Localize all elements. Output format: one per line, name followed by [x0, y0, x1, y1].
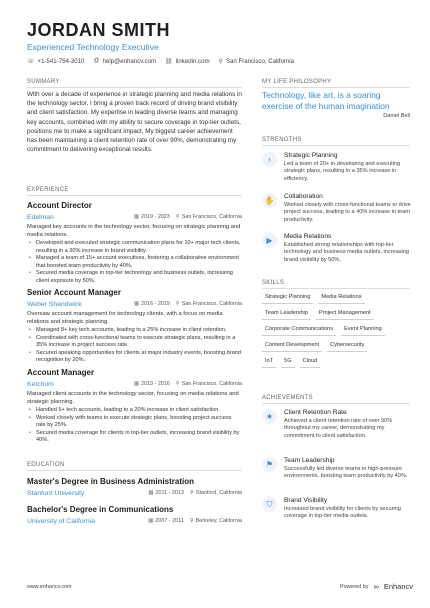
skill-tag: Event Planning: [341, 324, 385, 336]
ribbon-icon: ♁: [262, 152, 277, 167]
skill-tag: Content Development: [262, 340, 322, 352]
contact-linkedin[interactable]: [165, 58, 210, 65]
candidate-name: JORDAN SMITH: [27, 20, 171, 40]
school-name: University of California: [27, 517, 95, 525]
achievement-title: Client Retention Rate: [284, 409, 347, 416]
job-bullet: • Managed a team of 15+ account executives, fostering a collaborative environment that boosted team productivity by 40%.: [27, 255, 242, 270]
job-bullet: • Managed 8+ key tech accounts, leading to a 25% increase in client retention.: [27, 327, 242, 335]
job-title: Account Director: [27, 201, 92, 210]
job-description: Managed client accounts in the technology sector, focusing on media relations and strategic planning.: [27, 391, 239, 405]
footer-brand[interactable]: [340, 582, 413, 591]
shield-icon: ⛉: [262, 497, 277, 512]
at-icon: @: [93, 58, 100, 64]
calendar-icon: ▦: [133, 301, 140, 307]
job-entry: [27, 288, 242, 365]
footer-website[interactable]: www.enhancv.com: [27, 584, 72, 590]
job-description: Managed key accounts in the technology sector, focusing on strategic planning and media relations.: [27, 224, 241, 238]
skill-tag: Corporate Communications: [262, 324, 336, 336]
strength-desc: Led a team of 20+ in developing and executing strategic plans, resulting in a 35% increase in efficiency.: [284, 161, 401, 182]
experience-divider: [27, 195, 242, 196]
education-divider: [27, 470, 242, 471]
edu-dates: 2007 - 2011: [155, 518, 184, 524]
skill-tag: Media Relations: [318, 292, 364, 304]
job-entry: [27, 368, 242, 445]
achievements-heading: ACHIEVEMENTS: [262, 395, 313, 401]
brand-name[interactable]: Enhancv: [383, 582, 414, 591]
link-icon: ⛓: [165, 58, 173, 65]
education-entry: [27, 477, 242, 498]
contact-email[interactable]: [93, 58, 156, 65]
strength-title: Collaboration: [284, 193, 323, 200]
candidate-role: Experienced Technology Executive: [27, 42, 159, 52]
job-title: Account Manager: [27, 368, 95, 377]
job-description: Oversaw account management for technology clients, with a focus on media relations and strategic planning.: [27, 311, 223, 325]
job-location: San Francisco, California: [181, 381, 242, 387]
skills-divider: [262, 288, 410, 289]
calendar-icon: ▦: [148, 490, 154, 496]
strength-title: Strategic Planning: [284, 152, 338, 159]
degree-title: Master's Degree in Business Administration: [27, 477, 194, 486]
philosophy-quote: Technology, like art, is a soaring exercise of the human imagination: [262, 90, 390, 111]
skill-tag: IoT: [262, 356, 276, 368]
handshake-icon: ✋: [262, 193, 277, 208]
skill-tag: Cybersecurity: [327, 340, 367, 352]
achievement-desc: Achieved a client retention rate of over 90% throughout my career, demonstrating my commitment to client satisfaction.: [284, 418, 393, 439]
philosophy-divider: [262, 87, 410, 88]
job-bullet: • Secured media coverage in top-tier technology and business outlets, increasing client exposure by 50%.: [27, 270, 242, 285]
email-text[interactable]: help@enhancv.com: [102, 57, 157, 65]
job-bullet: • Secured media coverage for clients in top-tier outlets, increasing brand visibility by 40%.: [27, 430, 242, 445]
location-pin-icon: ⚲: [189, 518, 194, 524]
phone-icon: ☏: [27, 58, 35, 65]
job-bullets: [27, 407, 242, 445]
contact-location: [219, 58, 294, 65]
strength-desc: Established strong relationships with top-tier technology and business media outlets, increasing brand visibility by 50%.: [284, 242, 410, 263]
job-dates: 2013 - 2016: [141, 381, 170, 387]
job-bullet: • Developed and executed strategic communication plans for 10+ major tech clients, resulting in a 30% increase in brand visibility.: [27, 240, 242, 255]
job-bullets: [27, 240, 242, 285]
achievement-title: Brand Visibility: [284, 497, 328, 504]
education-heading: EDUCATION: [27, 462, 65, 468]
location-pin-icon: ⚲: [175, 301, 180, 307]
job-dates: 2016 - 2019: [141, 301, 170, 307]
achievements-divider: [262, 403, 410, 404]
achievement-desc: Increased brand visibility for clients by securing coverage in top-tier media outlets.: [284, 506, 401, 520]
powered-by-label: Powered by: [340, 583, 369, 590]
education-entry: [27, 505, 242, 526]
location-pin-icon: ⚲: [218, 58, 223, 65]
job-bullets: [27, 327, 242, 365]
achievement-title: Team Leadership: [284, 457, 335, 464]
company-name: Ketchum: [27, 380, 54, 388]
skill-tag: Strategic Planning: [262, 292, 313, 304]
job-dates: 2019 - 2023: [141, 214, 170, 220]
summary-text: With over a decade of experience in strategic planning and media relations in the technology sector, I bring a proven track record of driving brand visibility and client satisfaction. My expertise in leading diverse teams and managing key accounts, combined with my ability to secure coverage in top-tier outlets, positions me to make a significant impact. My biggest career achievement has been maintaining a client retention rate of over 90%, demonstrating my commitment to delivering exceptional results.: [27, 91, 242, 154]
skills-list: [262, 292, 412, 372]
calendar-icon: ▦: [133, 214, 140, 220]
flag-icon: ⚑: [262, 457, 277, 472]
contact-bar: [27, 56, 294, 66]
location-pin-icon: ⚲: [175, 214, 180, 220]
job-location: San Francisco, California: [181, 301, 242, 307]
job-location: San Francisco, California: [181, 214, 242, 220]
skill-tag: 5G: [281, 356, 294, 368]
job-bullet: • Secured speaking opportunities for clients at major industry events, boosting brand recognition by 20%.: [27, 350, 242, 365]
location-text: San Francisco, California: [225, 57, 295, 65]
skill-tag: Team Leadership: [262, 308, 311, 320]
calendar-icon: ▦: [148, 518, 154, 524]
job-title: Senior Account Manager: [27, 288, 121, 297]
job-bullet: • Coordinated with cross-functional teams to execute strategic plans, resulting in a 35% increase in project success rate.: [27, 335, 242, 350]
skills-heading: SKILLS: [262, 280, 285, 286]
job-bullet: • Handled 5+ tech accounts, leading to a 20% increase in client satisfaction.: [27, 407, 242, 415]
media-icon: ▶: [262, 233, 277, 248]
star-icon: ★: [262, 409, 277, 424]
edu-location: Berkeley, California: [195, 518, 242, 524]
philosophy-heading: MY LIFE PHILOSOPHY: [262, 79, 332, 85]
calendar-icon: ▦: [133, 381, 140, 387]
edu-location: Stanford, California: [195, 490, 242, 496]
linkedin-text[interactable]: linkedin.com: [175, 57, 210, 65]
company-name: Edelman: [27, 213, 54, 221]
experience-heading: EXPERIENCE: [27, 187, 69, 193]
summary-divider: [27, 87, 242, 88]
degree-title: Bachelor's Degree in Communications: [27, 505, 174, 514]
phone-text: +1-541-754-3010: [37, 57, 85, 65]
skill-tag: Project Management: [316, 308, 374, 320]
skill-tag: Cloud: [300, 356, 321, 368]
strengths-heading: STRENGTHS: [262, 137, 302, 143]
edu-dates: 2011 - 2013: [155, 490, 184, 496]
strength-title: Media Relations: [284, 233, 332, 240]
summary-heading: SUMMARY: [27, 79, 60, 85]
school-name: Stanford University: [27, 489, 85, 497]
achievement-desc: Successfully led diverse teams in high-pressure environments, boosting team productivity by 40%.: [284, 466, 408, 480]
company-name: Weber Shandwick: [27, 300, 82, 308]
location-pin-icon: ⚲: [189, 490, 194, 496]
job-entry: [27, 201, 242, 285]
contact-phone: [27, 58, 84, 65]
strength-desc: Worked closely with cross-functional teams to drive project success, leading to a 40% increase in team productivity.: [284, 202, 411, 223]
philosophy-author: Daniel Bell: [383, 113, 410, 119]
location-pin-icon: ⚲: [175, 381, 180, 387]
job-bullet: • Worked closely with teams to execute strategic plans, boosting project success rate by 25%.: [27, 415, 242, 430]
enhancv-logo-icon: ∞: [373, 582, 379, 591]
strengths-divider: [262, 145, 410, 146]
